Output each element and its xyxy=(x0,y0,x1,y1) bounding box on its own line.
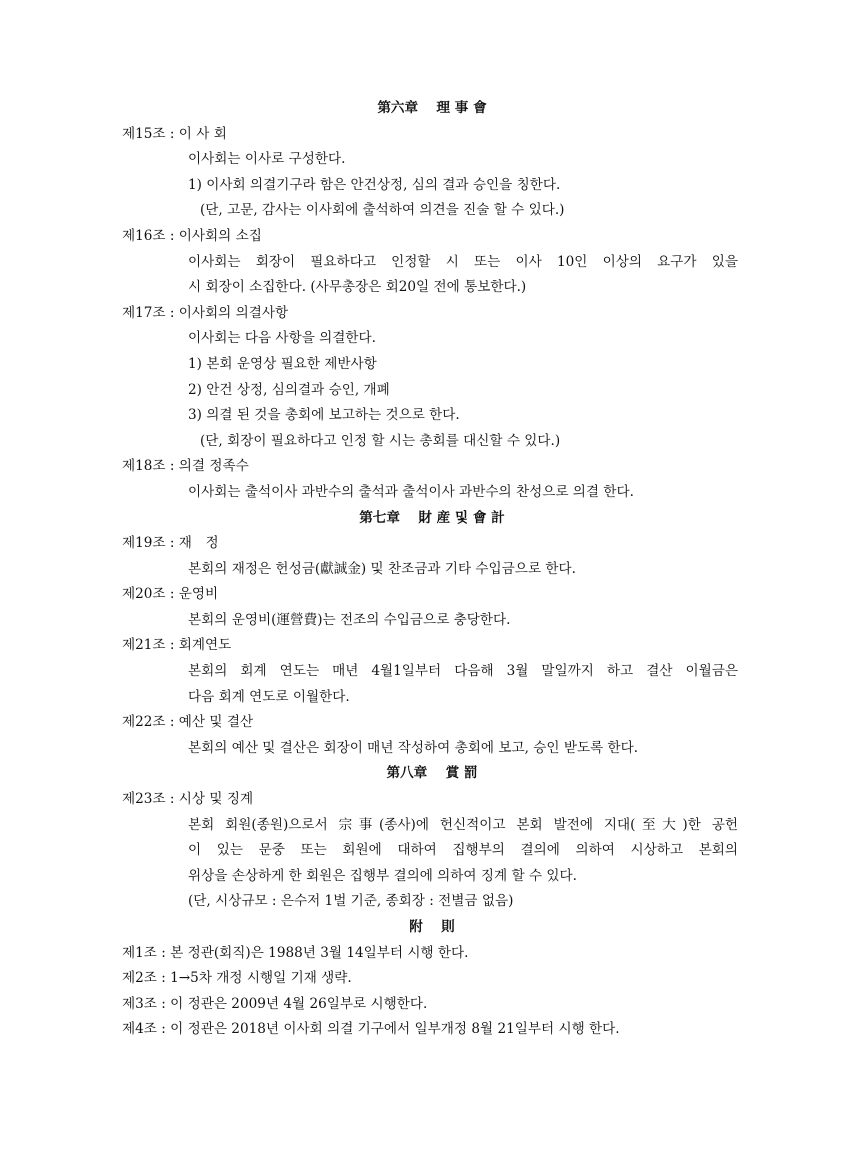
article-23-note: (단, 시상규모 : 은수저 1벌 기준, 종회장 : 전별금 없음) xyxy=(188,893,514,910)
article-22-line: 본회의 예산 및 결산은 회장이 매년 작성하여 총회에 보고, 승인 받도록 한다. xyxy=(188,739,639,756)
article-15-note: (단, 고문, 감사는 이사회에 출석하여 의견을 진술 할 수 있다.) xyxy=(200,202,565,219)
article-16-heading: 제16조 : 이사회의 소집 xyxy=(122,227,262,244)
article-21-line: 다음 회계 연도로 이월한다. xyxy=(188,688,350,705)
article-21-line: 본회의 회계 연도는 매년 4월1일부터 다음해 3월 말일까지 하고 결산 이월금은 xyxy=(188,663,738,680)
document-page xyxy=(0,96,864,1043)
article-17-note: (단, 회장이 필요하다고 인정 할 시는 총회를 대신할 수 있다.) xyxy=(200,432,561,449)
article-19-heading: 제19조 : 재 정 xyxy=(122,535,219,552)
article-15-heading: 제15조 : 이 사 회 xyxy=(122,125,227,142)
chapter-6-title: 第六章 理 事 會 xyxy=(377,100,487,116)
article-19-line: 본회의 재정은 헌성금(獻誠金) 및 찬조금과 기타 수입금으로 한다. xyxy=(188,560,576,577)
chapter-8-title: 第八章 賞 罰 xyxy=(386,765,478,782)
article-17-line: 1) 본회 운영상 필요한 제반사항 xyxy=(188,355,377,372)
article-23-line: 이 있는 문중 또는 회원에 대하여 집행부의 결의에 의하여 시상하고 본회의 xyxy=(188,842,738,859)
article-20-line: 본회의 운영비(運營費)는 전조의 수입금으로 충당한다. xyxy=(188,611,511,628)
article-17-line: 2) 안건 상정, 심의결과 승인, 개폐 xyxy=(188,381,390,398)
article-17-line: 3) 의결 된 것을 총회에 보고하는 것으로 한다. xyxy=(188,407,460,424)
article-22-heading: 제22조 : 예산 및 결산 xyxy=(122,714,254,731)
supplementary-article-3: 제3조 : 이 정관은 2009년 4월 26일부로 시행한다. xyxy=(122,995,428,1012)
supplementary-article-2: 제2조 : 1→5차 개정 시행일 기재 생략. xyxy=(122,970,352,987)
article-16-line: 시 회장이 소집한다. (사무총장은 회20일 전에 통보한다.) xyxy=(188,279,527,296)
supplementary-article-4: 제4조 : 이 정관은 2018년 이사회 의결 기구에서 일부개정 8월 21일부터 시행 한다. xyxy=(122,1021,620,1038)
article-15-line: 1) 이사회 의결기구라 함은 안건상정, 심의 결과 승인을 칭한다. xyxy=(188,176,561,193)
supplementary-article-1: 제1조 : 본 정관(회직)은 1988년 3월 14일부터 시행 한다. xyxy=(122,944,469,961)
article-23-line: 위상을 손상하게 한 회원은 집행부 결의에 의하여 징계 할 수 있다. xyxy=(188,867,577,884)
article-17-line: 이사회는 다음 사항을 의결한다. xyxy=(188,330,376,347)
article-23-heading: 제23조 : 시상 및 징계 xyxy=(122,791,254,808)
article-18-line: 이사회는 출석이사 과반수의 출석과 출석이사 과반수의 찬성으로 의결 한다. xyxy=(188,483,634,500)
chapter-7-title: 第七章 財 産 및 會 計 xyxy=(359,509,505,526)
article-23-line: 본회 회원(종원)으로서 宗事(종사)에 헌신적이고 본회 발전에 지대(至大)한 공헌 xyxy=(188,816,738,833)
article-20-heading: 제20조 : 운영비 xyxy=(122,586,219,603)
supplementary-title: 附 則 xyxy=(409,919,455,935)
article-21-heading: 제21조 : 회계연도 xyxy=(122,637,232,654)
article-15-line: 이사회는 이사로 구성한다. xyxy=(188,151,346,168)
article-16-line: 이사회는 회장이 필요하다고 인정할 시 또는 이사 10인 이상의 요구가 있을 xyxy=(188,253,738,270)
article-17-heading: 제17조 : 이사회의 의결사항 xyxy=(122,304,289,321)
article-18-heading: 제18조 : 의결 정족수 xyxy=(122,458,249,475)
